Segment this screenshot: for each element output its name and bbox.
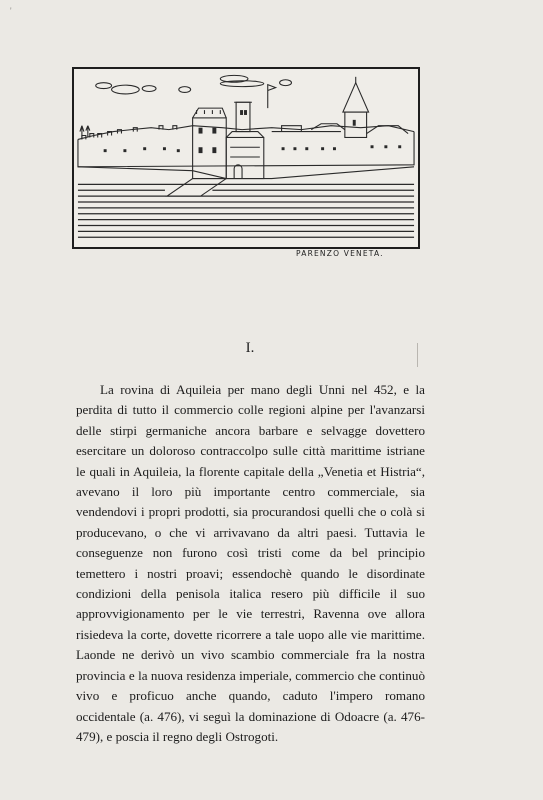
town-illustration (72, 67, 420, 249)
body-paragraph: La rovina di Aquileia per mano degli Unni nel 452, e la perdita di tutto il commercio colle regioni alpine per l'avanzarsi delle stirpi germaniche ancora barbare e selvagge dovettero esercitare un doloroso contraccolpo sulle città marittime istriane le quali in Aquileia, la florente capitale della „Venetia et Histria“, avevano il loro più importante centro commerciale, sia vendendovi i propri prodotti, sia procurandosi quelli che o colà si producevano, o che vi arrivavano da altri paesi. Tuttavia le conseguenze non furono così tristi come da bel principio temettero i nostri proavi; essendochè quando le disordinate condizioni della penisola italica resero più difficile il suo approvvigionamento per le vie terrestri, Ravenna ove allora risiedeva la corte, dovette ricorrere a tale uopo alle vie marittime. Laonde ne derivò un vivo scambio commerciale fra la nostra provincia e la nuova residenza imperiale, commercio che continuò vivo e proficuo anche quando, caduto l'impero romano occidentale (a. 476), vi seguì la dominazione di Odoacre (a. 476-479), e poscia il regno degli Ostrogoti. (76, 382, 425, 744)
illustration-caption: PARENZO VENETA. (296, 249, 384, 258)
chapter-number: I. (245, 340, 255, 356)
harbor-town-sketch-icon (74, 69, 418, 247)
body-text (76, 380, 425, 747)
corner-mark: ' (10, 6, 12, 16)
margin-mark (417, 343, 418, 367)
